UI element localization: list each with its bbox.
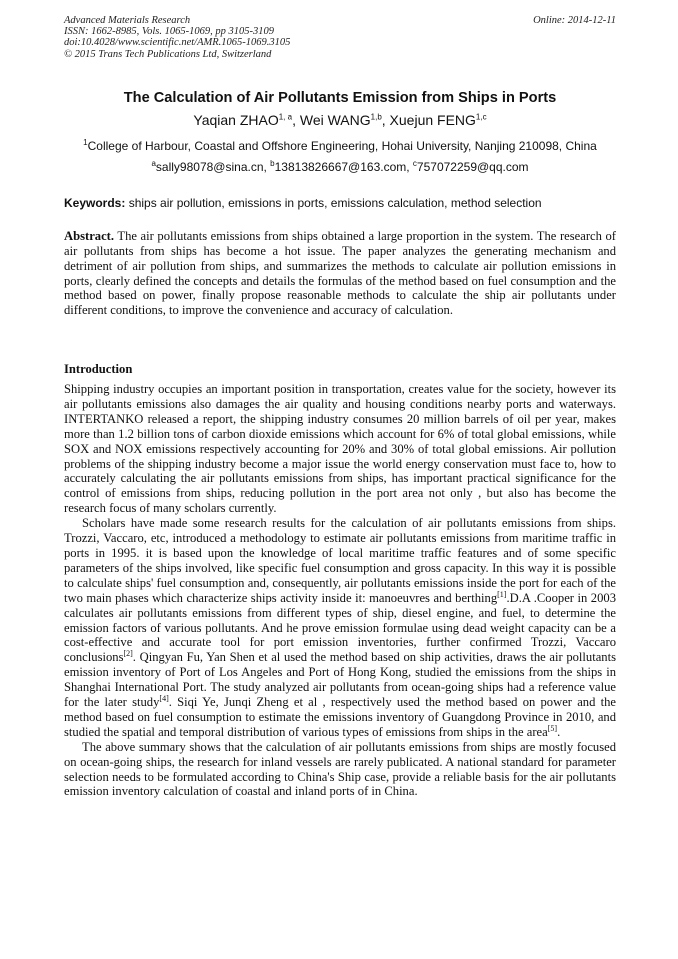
email-address[interactable]: 757072259@qq.com [416, 160, 529, 174]
citation[interactable]: [5] [547, 723, 558, 733]
paragraph-text: . Siqi Ye, Junqi Zheng et al , respectively used the method based on power and the method based on fuel consumption to estimate the emissions inventory of Guangdong Province in 2010, and studied the spatial and temporal distribution of various types of emissions from ships in the area [64, 695, 616, 739]
keywords [64, 196, 616, 210]
author-separator: , [292, 112, 300, 128]
author-name: Wei WANG [299, 112, 371, 128]
introduction-body [64, 382, 616, 799]
affiliation [64, 139, 616, 153]
email-superscript: a [151, 159, 156, 168]
affiliation-text: College of Harbour, Coastal and Offshore Engineering, Hohai University, Nanjing 210098, China [87, 139, 597, 153]
journal-name: Advanced Materials Research [64, 15, 191, 26]
abstract [64, 229, 616, 318]
author-name: Yaqian ZHAO [193, 112, 279, 128]
abstract-label: Abstract. [64, 229, 115, 243]
issn-line: ISSN: 1662-8985, Vols. 1065-1069, pp 3105-3109 [64, 26, 274, 38]
paragraph-text: . [557, 724, 561, 739]
email-address[interactable]: 13813826667@163.com [274, 160, 407, 174]
paper-title: The Calculation of Air Pollutants Emission from Ships in Ports [123, 90, 557, 106]
email-superscript: b [270, 159, 275, 168]
email-list: $^a$sally98078@sina.cn, $^b$13813826667@163.com, $^c$757072259@qq.com [151, 159, 529, 174]
author-superscript: 1,b [370, 112, 382, 122]
author-superscript: 1, a [278, 112, 293, 122]
publication-header [64, 15, 616, 60]
keywords-label: Keywords: [64, 196, 126, 210]
copyright-line: © 2015 Trans Tech Publications Ltd, Switzerland [64, 48, 272, 60]
paragraph: Shipping industry occupies an important position in transportation, creates value for the society, however its air pollutants emissions also damages the air quality and housing conditions nearby ports and waterways. INTERTANKO released a report, the shipping industry consumes 20 million barrels of oil per year, makes more than 1.2 billion tons of carbon dioxide emissions which account for 6% of total global emissions, while SOX and NOX emissions respectively accounting for 20% and 30% of total global emissions. Air pollution problems of the shipping industry become a major issue the world energy conservation must face to, how to accurately calculating the air pollutants emissions from ships, has important practical significance for the control of emissions from ships, reducing pollution in the port area not only , but also has become the research focus of many scholars currently. [64, 382, 616, 516]
online-date: Online: 2014-12-11 [533, 15, 616, 26]
email-superscript: c [412, 159, 417, 168]
author-list [64, 112, 616, 128]
paragraph [64, 516, 616, 740]
citation[interactable]: [1] [497, 589, 507, 599]
author-superscript: 1,c [475, 112, 487, 122]
author-separator: , [381, 112, 390, 128]
paragraph: The above summary shows that the calculation of air pollutants emissions from ships are mostly focused on ocean-going ships, the research for inland vessels are rarely publicated. A national standard for parameter selection needs to be formulated according to China's Ship case, provide a reliable basis for the air pollutants emission inventory calculation of coastal and inland ports of in China. [64, 739, 616, 799]
doi-line: doi:10.4028/www.scientific.net/AMR.1065-1069.3105 [64, 37, 291, 49]
section-heading-introduction: Introduction [64, 362, 133, 376]
author-name: Xuejun FENG [389, 112, 476, 128]
abstract-text: The air pollutants emissions from ships obtained a large proportion in the system. The research of air pollutants from ships has become a hot issue. The paper analyzes the generating mechanism and detriment of air pollution from ships, and summarizes the methods to calculate air pollution emissions in ports, clearly defined the concepts and details the formulas of the method based on fuel consumption and the method based on power, finally propose reasonable methods to calculate the ship air pollutants under different conditions, to improve the convenience and accuracy of calculation. [64, 229, 616, 318]
paragraph-text: . Qingyan Fu, Yan Shen et al used the method based on ship activities, draws the air pollutants emission inventory of Port of Los Angeles and Port of Hong Kong, studied the emissions from the ships in Shanghai International Port. The study analyzed air pollutants from ocean-going ships had a reference value for the later study [64, 650, 616, 710]
paragraph-text: .D.A .Cooper in 2003 calculates air pollutants emissions from different types of ship, diesel engine, and fuel, to determine the emission factors of various pollutants. And he prove emission formulae using dead weight capacity can be a cost-effective and accurate tool for port emission inventories, further confirmed Trozzi, Vaccaro conclusions [64, 590, 616, 665]
citation[interactable]: [2] [123, 649, 133, 659]
affiliation-superscript: 1 [83, 138, 88, 147]
keywords-text: ships air pollution, emissions in ports, emissions calculation, method selection [125, 196, 542, 210]
paragraph-text: Scholars have made some research results for the calculation of air pollutants emissions from ships. Trozzi, Vaccaro, etc, introduced a methodology to estimate air pollutants emissions from maritime traffic in ports in 1995. it is based upon the knowledge of local maritime traffic features and of some specific parameters of the ships involved, like specific fuel consumption and gross capacity. In this way it is possible to calculate ships' fuel consumption and, consequently, air pollutants emissions inside the port for each of the two main phases which characterize ships activity inside it: manoeuvres and berthing [64, 516, 616, 605]
email-address[interactable]: sally98078@sina.cn [155, 160, 264, 174]
citation[interactable]: [4] [159, 693, 169, 703]
